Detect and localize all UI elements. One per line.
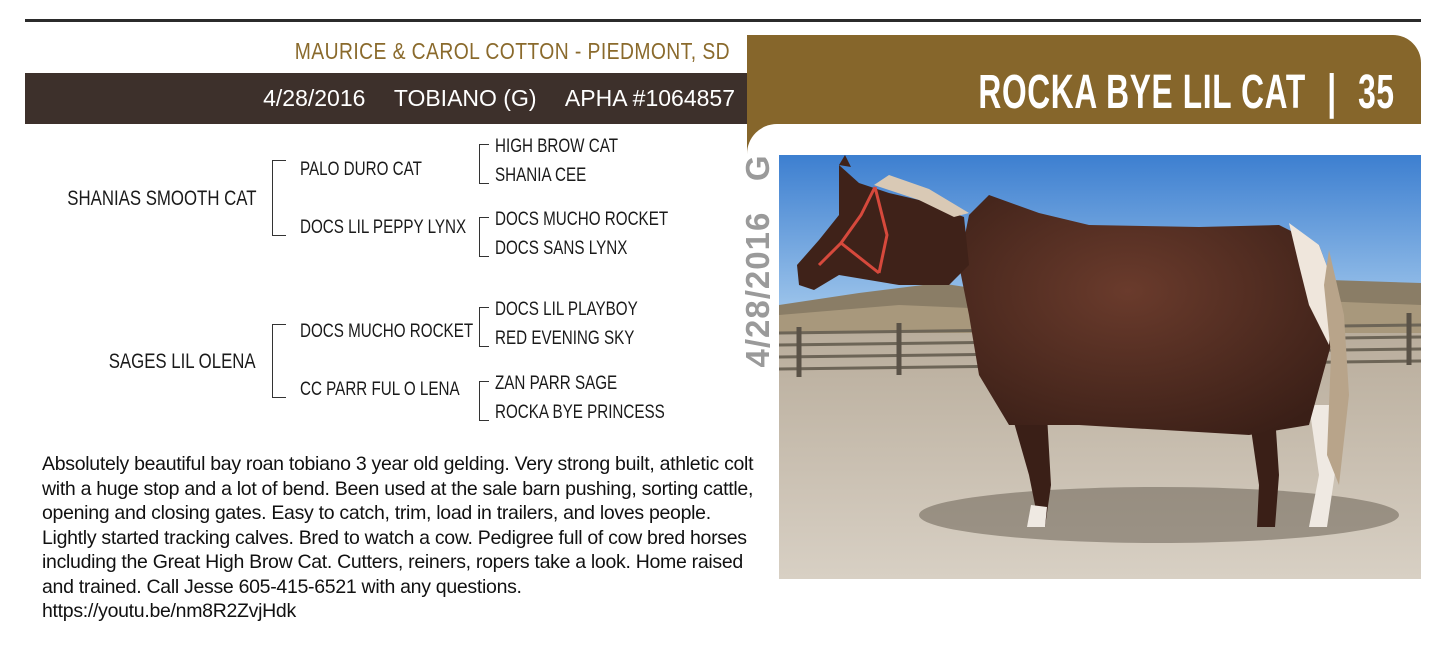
pedigree-sire-sire-sire: HIGH BROW CAT: [495, 136, 619, 157]
title-separator: |: [1327, 66, 1338, 119]
horse-title: [979, 65, 1395, 120]
pedigree-bracket-sire-sire: [479, 144, 489, 184]
consignor: MAURICE & CAROL COTTON - PIEDMONT, SD: [294, 38, 730, 64]
pedigree-dam-dam-dam: ROCKA BYE PRINCESS: [495, 402, 665, 423]
pedigree-dam-dam-sire: ZAN PARR SAGE: [495, 373, 618, 394]
description: Absolutely beautiful bay roan tobiano 3 year old gelding. Very strong built, athletic colt with a huge stop and a lot of bend. Been used at the sale barn pushing, sorting cattle, opening and closing gates. Easy to catch, trim, load in trailers, and loves people. Lightly started tracking calves. Bred to watch a cow. Pedigree full of cow bred horses including the Great High Brow Cat. Cutters, reiners, ropers take a look. Home raised and trained. Call Jesse 605-415-6521 with any questions. https://youtu.be/nm8R2ZvjHdk: [42, 453, 754, 622]
top-rule: [25, 19, 1421, 22]
pedigree-sire-dam-dam: DOCS SANS LYNX: [495, 238, 628, 259]
pedigree-dam-sire: DOCS MUCHO ROCKET: [300, 321, 474, 342]
color-sex: TOBIANO (G): [393, 85, 537, 111]
pedigree-sire: SHANIAS SMOOTH CAT: [66, 187, 256, 210]
pedigree-bracket-dam-sire: [479, 307, 489, 347]
info-text: [241, 73, 735, 124]
pedigree-dam-sire-sire: DOCS LIL PLAYBOY: [495, 299, 638, 320]
pedigree-bracket-sire: [272, 160, 286, 236]
pedigree-bracket-sire-dam: [479, 217, 489, 257]
horse-photo-image: [779, 155, 1421, 579]
pedigree-sire-sire-dam: SHANIA CEE: [495, 165, 587, 186]
pedigree-dam-dam: CC PARR FUL O LENA: [300, 379, 460, 400]
pedigree-sire-sire: PALO DURO CAT: [300, 159, 422, 180]
vertical-date-label: 4/28/2016 G: [739, 154, 776, 368]
lot-number: 35: [1358, 66, 1395, 119]
birth-date: 4/28/2016: [263, 85, 366, 111]
info-bar: [25, 73, 747, 124]
horse-name: ROCKA BYE LIL CAT: [978, 66, 1307, 119]
pedigree-dam-sire-dam: RED EVENING SKY: [495, 328, 635, 349]
pedigree-dam: SAGES LIL OLENA: [109, 350, 256, 373]
pedigree-bracket-dam: [272, 324, 286, 398]
pedigree-sire-dam-sire: DOCS MUCHO ROCKET: [495, 209, 669, 230]
registration-number: APHA #1064857: [564, 85, 735, 111]
pedigree-sire-dam: DOCS LIL PEPPY LYNX: [300, 217, 467, 238]
horse-photo: [779, 155, 1421, 579]
pedigree-bracket-dam-dam: [479, 381, 489, 421]
